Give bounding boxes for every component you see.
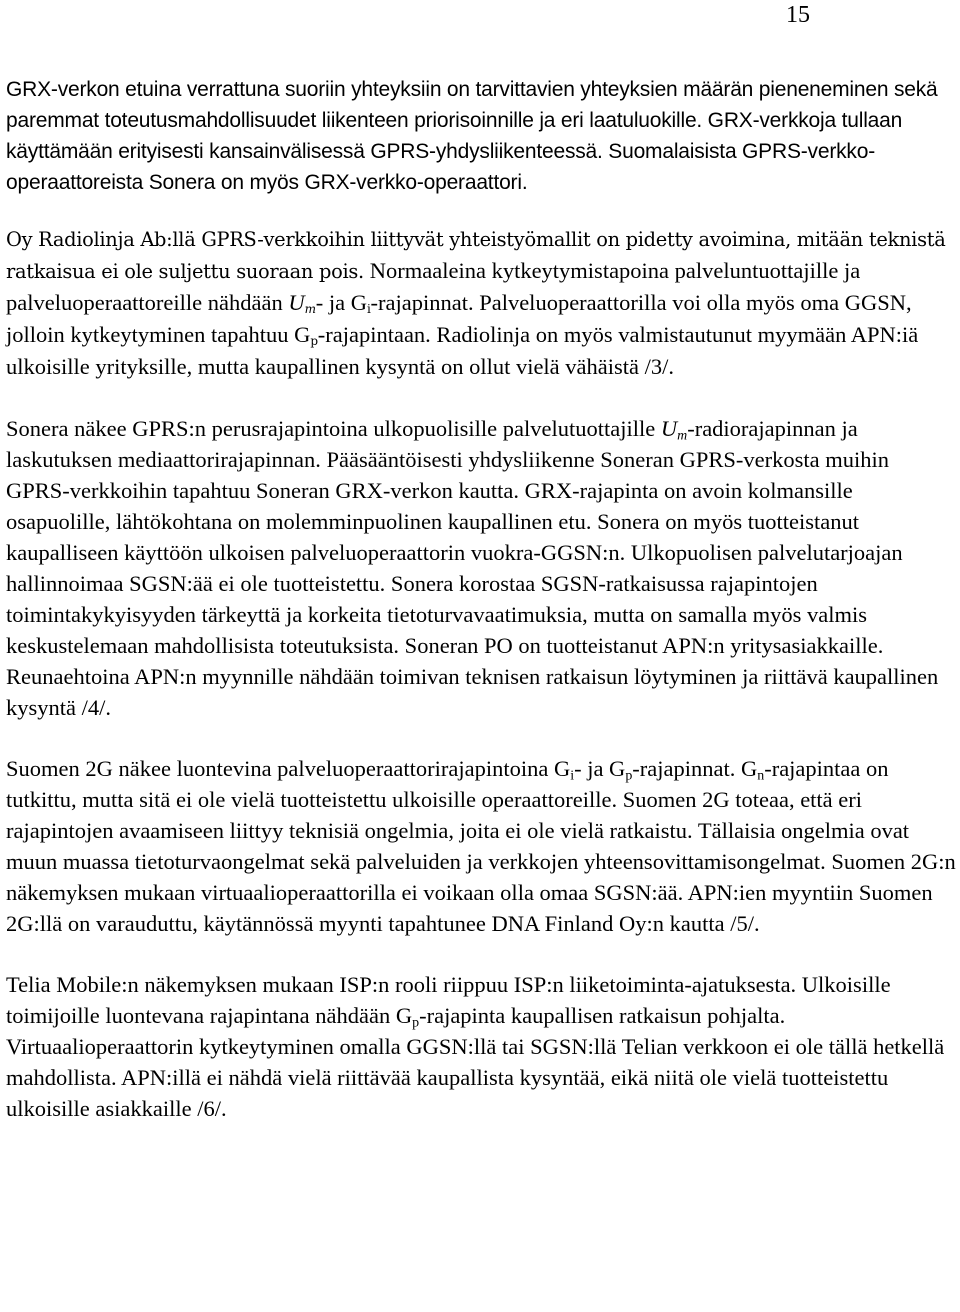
text-run: -rajapintaan. Radiolinja on myös valmistautunut myymään APN:iä ulkoisille yrityksille, mutta kaupallinen kysyntä on ollut vielä vähäistä /3/. [6, 322, 919, 379]
paragraph-suomen-2g [6, 753, 956, 939]
paragraph-grx-benefits [6, 74, 956, 198]
page-number: 15 [786, 2, 810, 28]
text-run: Suomen 2G näkee luontevina palveluoperaattorirajapintoina G [6, 756, 571, 781]
text-run: Normaaleina kytkeytymistapoina palveluntuottajille ja palveluoperaattoreille nähdään [6, 258, 861, 315]
subscript-text: p [310, 334, 318, 348]
paragraph-radiolinja [6, 224, 956, 383]
subscript-text: i [366, 302, 371, 316]
text-run: - ja G [315, 290, 367, 315]
text-run: -rajapintaa on tutkittu, mutta sitä ei ole vielä tuotteistettu ulkoisille operaattoreille. Suomen 2G toteaa, että eri rajapintojen avaamiseen liittyy teknisiä ongelmia, joita ei ole vielä ratkaistu. Tällaisia ongelmia ovat muun muassa tietoturvaongelmat sekä palveluiden ja verkkojen yhteensovittamisongelmat. Suomen 2G:n näkemyksen mukaan virtuaalioperaattorilla ei voikaan olla omaa SGSN:ää. APN:ien myyntiin Suomen 2G:llä on varauduttu, käytännössä myynti tapahtunee DNA Finland Oy:n kautta /5/. [6, 756, 956, 936]
subscript-text: m [677, 428, 688, 444]
text-run: Oy Radiolinja Ab:llä GPRS-verkkoihin liittyvät yhteistyömallit on pidetty avoimina, mitään teknistä ratkaisua ei ole suljettu suoraan pois. [6, 228, 946, 283]
subscript-text: i [570, 768, 575, 784]
paragraph-telia-mobile [6, 969, 956, 1124]
text-run: - ja G [574, 756, 626, 781]
text-run: Sonera näkee GPRS:n perusrajapintoina ulkopuolisille palvelutuottajille [6, 416, 661, 441]
paragraph-sonera [6, 413, 956, 723]
text-run: U [660, 416, 678, 441]
subscript-text: m [304, 302, 316, 316]
text-run: Telia Mobile:n näkemyksen mukaan ISP:n rooli riippuu ISP:n liiketoiminta-ajatuksesta. Ulkoisille toimijoille luontevana rajapintana nähdään G [6, 972, 891, 1028]
text-run: -rajapinnat. G [632, 756, 758, 781]
subscript-text: p [625, 768, 633, 784]
text-run: -rajapinnat. Palveluoperaattorilla voi olla myös oma GGSN, jolloin kytkeytyminen tapahtuu G [6, 290, 912, 347]
text-run: U [288, 290, 305, 315]
text-run: GRX-verkon etuina verrattuna suoriin yhteyksiin on tarvittavien yhteyksien määrän pieneneminen sekä paremmat toteutusmahdollisuudet liikenteen priorisoinnille ja eri laatuluokille. GRX-verkkoja tullaan käyttämään erityisesti kansainvälisessä GPRS-yhdysliikenteessä. Suomalaisista GPRS-verkko-operaattoreista Sonera on myös GRX-verkko-operaattori. [6, 78, 938, 194]
document-body [6, 74, 956, 1154]
text-run: -radiorajapinnan ja laskutuksen mediaattorirajapinnan. Pääsääntöisesti yhdysliikenne Soneran GPRS-verkosta muihin GPRS-verkkoihin tapahtuu Soneran GRX-verkon kautta. GRX-rajapinta on avoin kolmansille osapuolille, lähtökohtana on molemminpuolinen kaupallinen etu. Sonera on myös tuotteistanut kaupalliseen käyttöön ulkoisen palveluoperaattorin vuokra-GGSN:n. Ulkopuolisen palvelutarjoajan hallinnoimaa SGSN:ää ei ole tuotteistettu. Sonera korostaa SGSN-ratkaisussa rajapintojen toimintakykyisyyden tärkeyttä ja korkeita tietoturvavaatimuksia, mutta on samalla myös valmis keskustelemaan mahdollisista toteutuksista. Soneran PO on tuotteistanut APN:n yritysasiakkaille. Reunaehtoina APN:n myynnille nähdään toimivan teknisen ratkaisun löytyminen ja riittävä kaupallinen kysyntä /4/. [6, 416, 939, 720]
subscript-text: p [412, 1015, 420, 1031]
subscript-text: n [757, 768, 765, 784]
text-run: -rajapinta kaupallisen ratkaisun pohjalta. Virtuaalioperaattorin kytkeytyminen omalla GGSN:llä tai SGSN:llä Telian verkkoon ei ole tällä hetkellä mahdollista. APN:illä ei nähdä vielä riittävää kaupallista kysyntää, eikä niitä ole vielä tuotteistettu ulkoisille asiakkaille /6/. [6, 1003, 945, 1121]
